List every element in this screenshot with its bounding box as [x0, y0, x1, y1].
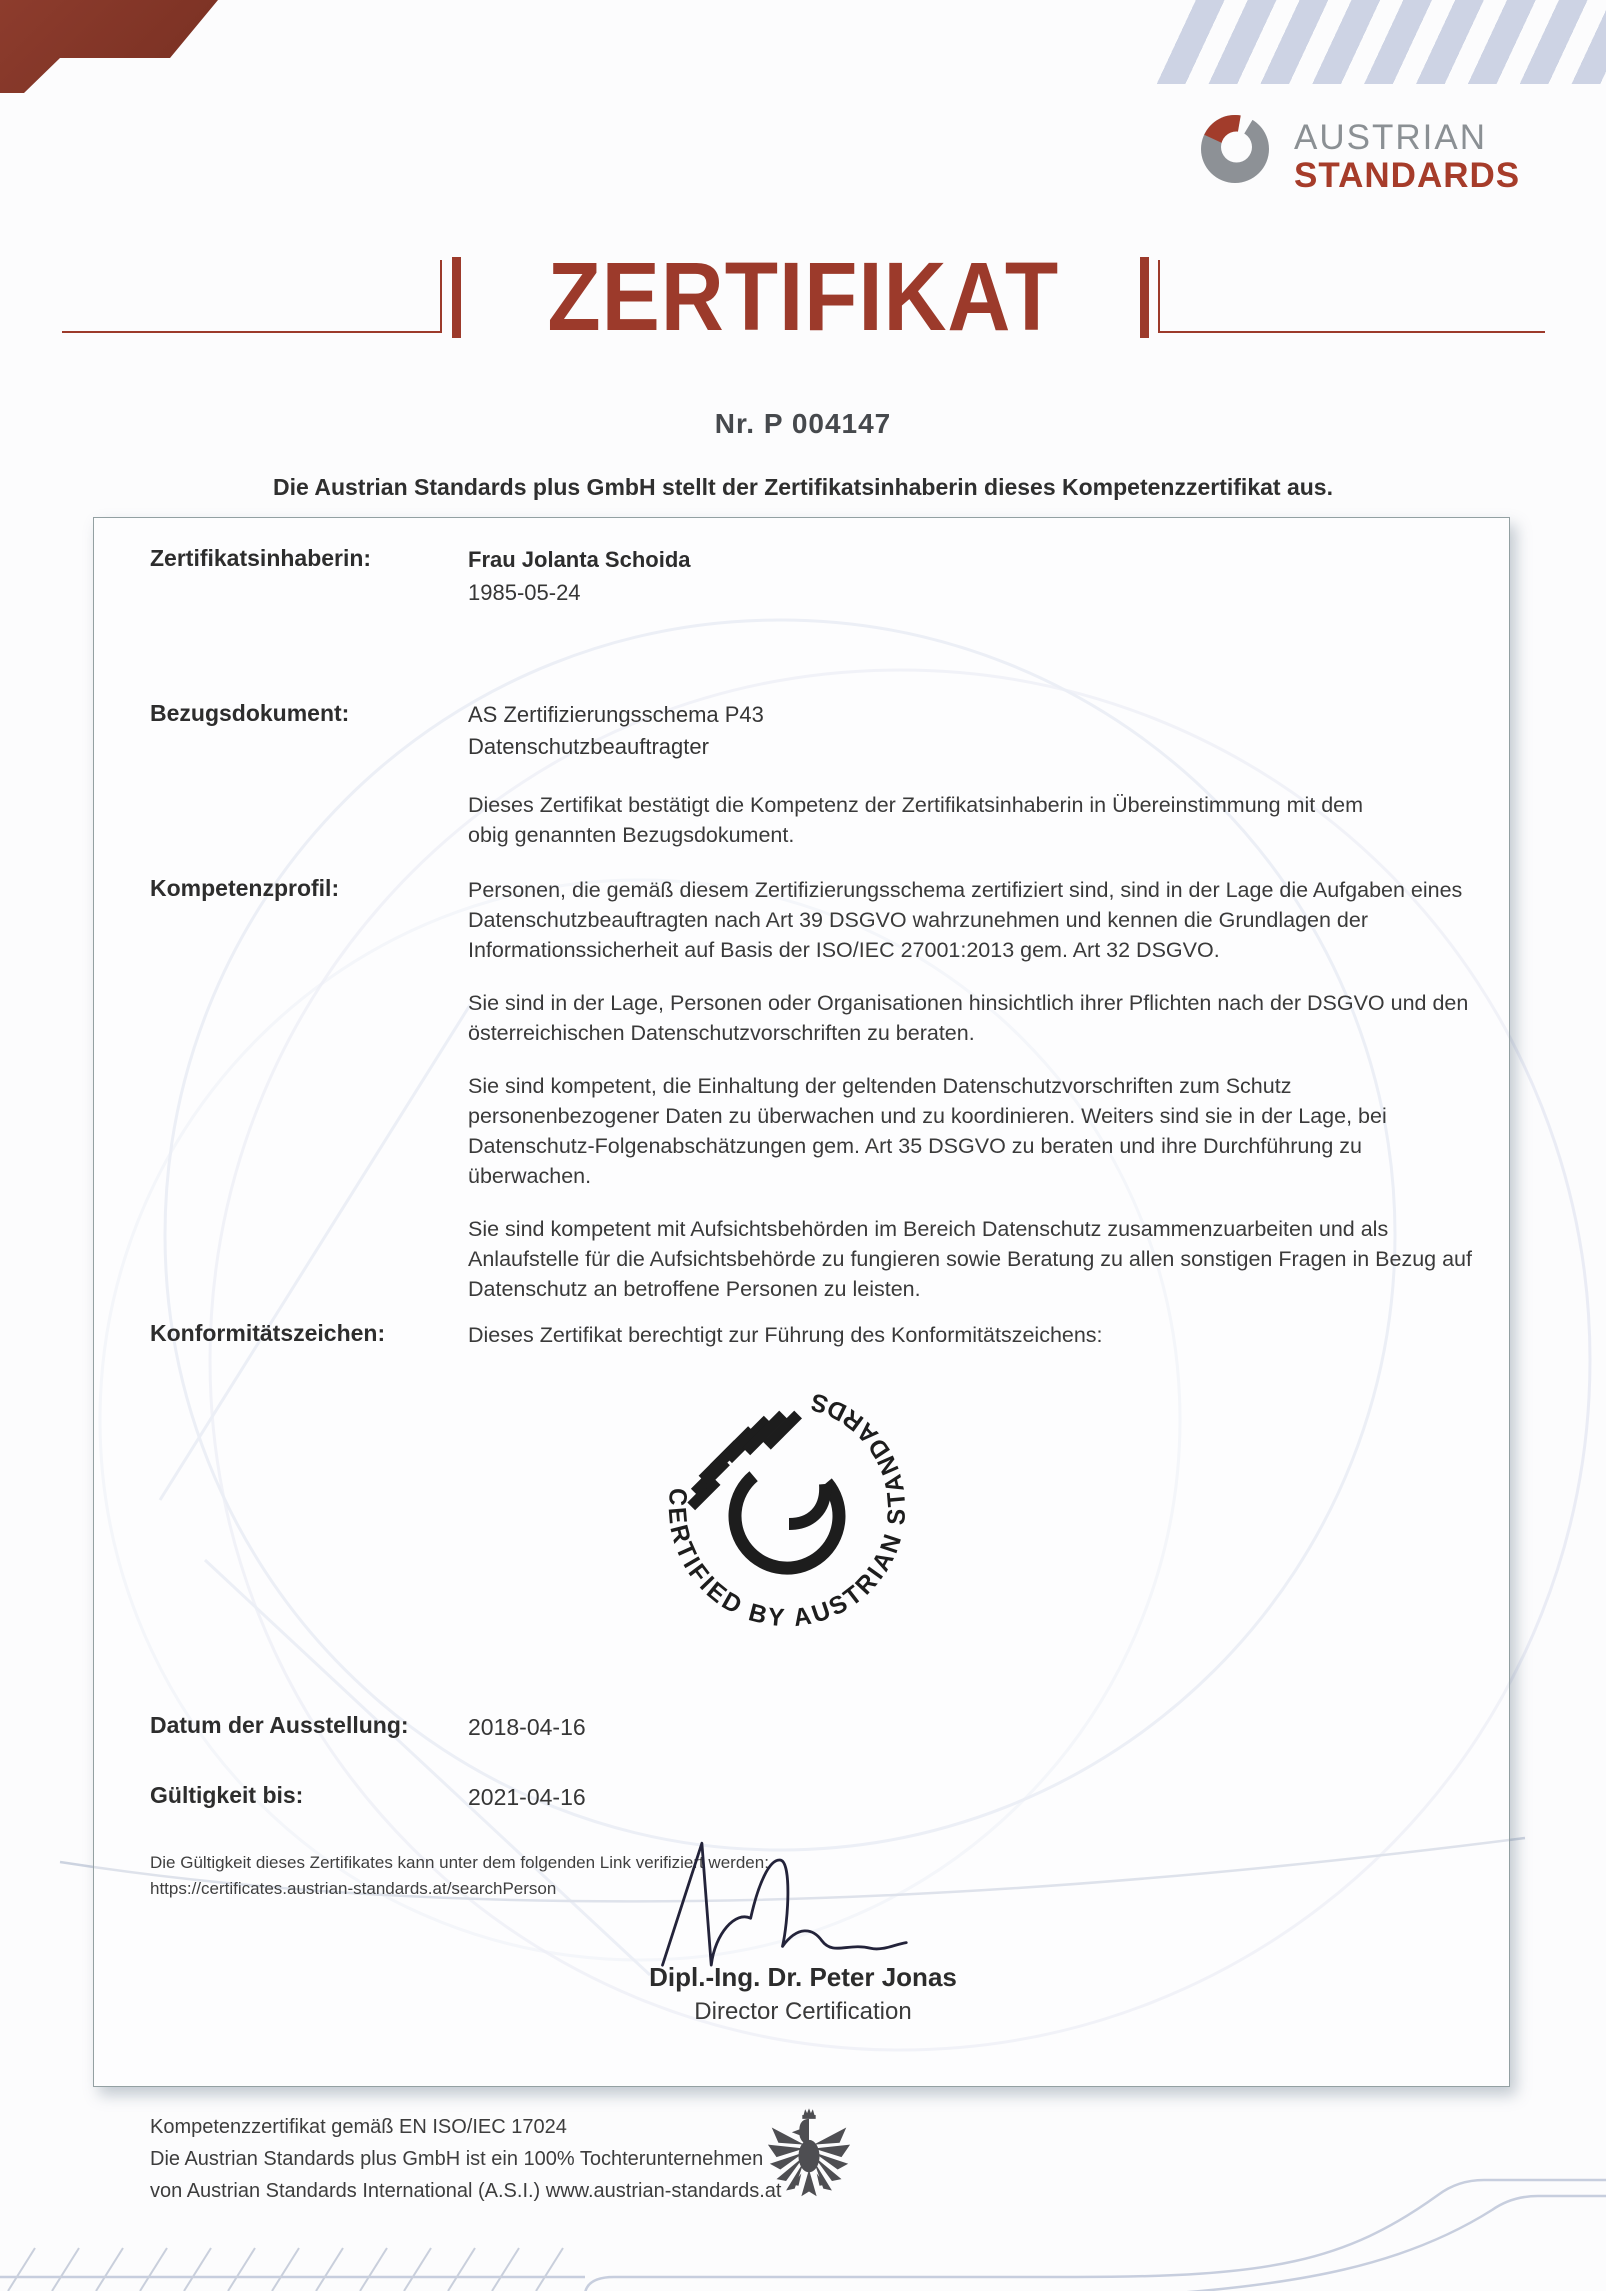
title-right-corner: [1158, 260, 1160, 333]
reference-label: Bezugsdokument:: [150, 700, 350, 726]
reference-scheme: AS Zertifizierungsschema P43: [468, 702, 764, 727]
footer-line: Die Austrian Standards plus GmbH ist ein 100% Tochterunternehmen: [150, 2148, 764, 2170]
conformity-mark-text: CERTIFIED BY AUSTRIAN STANDARDS: [662, 1386, 912, 1633]
conformity-text: Dieses Zertifikat berechtigt zur Führung des Konformitätszeichens:: [468, 1323, 1103, 1347]
certificate-number: Nr. P 004147: [714, 408, 892, 439]
holder-name: Frau Jolanta Schoida: [468, 547, 691, 572]
verification-url: https://certificates.austrian-standards.at/searchPerson: [150, 1879, 557, 1898]
reference-confirmation: Dieses Zertifikat bestätigt die Kompetenz der Zertifikatsinhaberin in Übereinstimmung mit dem obig genannten Bezugsdokument.: [468, 793, 1364, 847]
diagonal-stripes-decoration: [1144, 0, 1606, 84]
competence-label: Kompetenzprofil:: [150, 875, 340, 901]
issue-date-value: 2018-04-16: [468, 1714, 586, 1740]
competence-paragraph: Personen, die gemäß diesem Zertifizierungsschema zertifiziert sind, sind in der Lage die Aufgaben eines Datenschutzbeauftragten nach Art 39 DSGVO wahrzunehmen und kennen die Grundlagen der Informationssicherheit auf Basis der ISO/IEC 27001:2013 gem. Art 32 DSGVO.: [468, 878, 1463, 962]
brand-logo: [1198, 112, 1528, 204]
conformity-label: Konformitätszeichen:: [150, 1320, 386, 1346]
competence-paragraph: Sie sind in der Lage, Personen oder Organisationen hinsichtlich ihrer Pflichten nach der DSGVO und den österreichischen Datenschutzvorschriften zu beraten.: [468, 991, 1469, 1045]
conformity-mark-icon: [637, 1358, 937, 1658]
brand-name-line1: AUSTRIAN: [1294, 118, 1487, 157]
brand-name-line2: STANDARDS: [1294, 156, 1521, 195]
signer-title: Director Certification: [694, 1998, 912, 2025]
intro-statement: Die Austrian Standards plus GmbH stellt der Zertifikatsinhaberin dieses Kompetenzzertifikat aus.: [273, 474, 1333, 500]
competence-paragraph: Sie sind kompetent, die Einhaltung der geltenden Datenschutzvorschriften zum Schutz personenbezogener Daten zu überwachen und zu koordinieren. Weiters sind sie in der Lage, bei Datenschutz-Folgenabschätzungen gem. Art 35 DSGVO zu beraten und ihre Durchführung zu überwachen.: [468, 1074, 1387, 1188]
page-title: ZERTIFIKAT: [547, 242, 1059, 351]
bottom-swoosh-decoration: [0, 2145, 1606, 2291]
holder-label: Zertifikatsinhaberin:: [150, 545, 372, 571]
verification-note: Die Gültigkeit dieses Zertifikates kann unter dem folgenden Link verifiziert werden:: [150, 1853, 769, 1872]
signer-name: Dipl.-Ing. Dr. Peter Jonas: [649, 1962, 957, 1992]
footer-line: Kompetenzzertifikat gemäß EN ISO/IEC 17024: [150, 2116, 567, 2138]
validity-label: Gültigkeit bis:: [150, 1782, 304, 1808]
holder-birthdate: 1985-05-24: [468, 580, 581, 605]
validity-value: 2021-04-16: [468, 1784, 586, 1810]
issue-date-label: Datum der Ausstellung:: [150, 1712, 409, 1738]
title-right-line: [1158, 331, 1545, 333]
footer-line: von Austrian Standards International (A.S.I.) www.austrian-standards.at: [150, 2180, 782, 2202]
title-right-bar: [1140, 257, 1149, 338]
brand-circle-icon: [1198, 112, 1272, 186]
competence-paragraph: Sie sind kompetent mit Aufsichtsbehörden im Bereich Datenschutz zusammenzuarbeiten und als Anlaufstelle für die Aufsichtsbehörde zu fungieren sowie Beratung zu allen sonstigen Fragen in Bezug auf Datenschutz an betroffene Personen zu leisten.: [468, 1217, 1472, 1301]
reference-subject: Datenschutzbeauftragter: [468, 734, 709, 759]
signature-image: [620, 1832, 960, 1982]
